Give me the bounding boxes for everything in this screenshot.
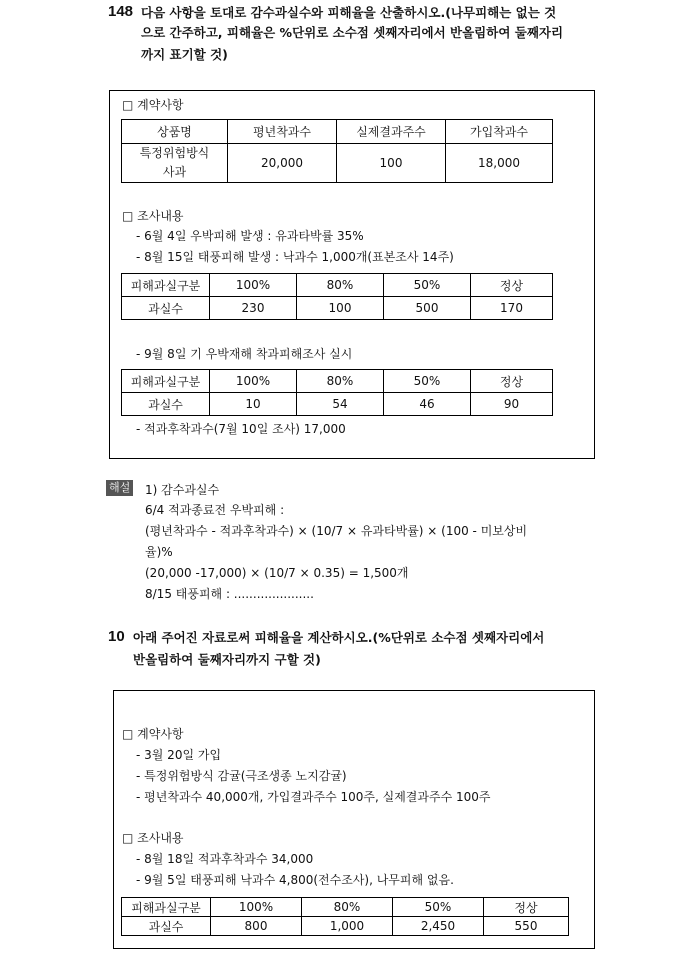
table-cell: 46 <box>384 393 471 416</box>
question-text-line: 다음 사항을 토대로 감수과실수와 피해율을 산출하시오.(나무피해는 없는 것 <box>141 5 557 20</box>
damage-table-1 <box>121 273 553 320</box>
contract-line: - 3월 20일 가입 <box>136 748 222 762</box>
table-header: 100% <box>210 370 297 393</box>
table-cell: 500 <box>384 297 471 320</box>
table-cell: 과실수 <box>122 917 211 936</box>
table-header: 평년착과수 <box>228 120 337 144</box>
table-header: 100% <box>210 274 297 297</box>
survey-line: - 8월 18일 적과후착과수 34,000 <box>136 852 314 866</box>
table-header: 가입착과수 <box>446 120 553 144</box>
question-text-line: 반올림하여 둘째자리까지 구할 것) <box>133 652 321 667</box>
explanation-line: 6/4 적과종료전 우박피해 : <box>145 503 285 517</box>
explanation-line: (평년착과수 - 적과후착과수) × (10/7 × 유과타박률) × (100 - 미보상비 <box>145 524 528 538</box>
table-cell <box>122 144 228 183</box>
contract-table <box>121 119 553 183</box>
table-cell: 20,000 <box>228 144 337 183</box>
survey-section-header: □ 조사내용 <box>122 209 184 223</box>
table-cell: 2,450 <box>393 917 484 936</box>
table-cell: 54 <box>297 393 384 416</box>
question-number: 148 <box>108 3 134 20</box>
survey-line: - 9월 8일 기 우박재해 착과피해조사 실시 <box>136 347 353 361</box>
table-header: 50% <box>393 898 484 917</box>
table-header: 정상 <box>471 274 553 297</box>
table-header: 50% <box>384 274 471 297</box>
table-cell: 10 <box>210 393 297 416</box>
table-cell: 1,000 <box>302 917 393 936</box>
explanation-badge: 해설 <box>106 480 133 496</box>
table-header: 실제결과주수 <box>337 120 446 144</box>
explanation-line: (20,000 -17,000) × (10/7 × 0.35) = 1,500개 <box>145 566 409 580</box>
table-header: 정상 <box>484 898 569 917</box>
question-text-line: 아래 주어진 자료로써 피해율을 계산하시오.(%단위로 소수점 셋째자리에서 <box>133 630 545 645</box>
table-header: 피해과실구분 <box>122 898 211 917</box>
table-cell: 100 <box>297 297 384 320</box>
contract-section-header: □ 계약사항 <box>122 98 184 112</box>
explanation-line: 8/15 태풍피해 : ..................... <box>145 587 314 601</box>
table-cell: 과실수 <box>122 393 210 416</box>
table-header: 100% <box>211 898 302 917</box>
survey-line: - 8월 15일 태풍피해 발생 : 낙과수 1,000개(표본조사 14주) <box>136 250 454 264</box>
product-name-line: 사과 <box>162 165 187 179</box>
table-header: 80% <box>297 370 384 393</box>
question-text-line: 으로 간주하고, 피해율은 %단위로 소수점 셋째자리에서 반올림하여 둘째자리 <box>141 25 564 40</box>
table-header: 80% <box>297 274 384 297</box>
contract-section-header: □ 계약사항 <box>122 727 184 741</box>
table-cell: 230 <box>210 297 297 320</box>
table-header: 피해과실구분 <box>122 370 210 393</box>
table-cell: 800 <box>211 917 302 936</box>
question-number: 10 <box>108 628 125 645</box>
table-cell: 550 <box>484 917 569 936</box>
table-header: 정상 <box>471 370 553 393</box>
survey-section-header: □ 조사내용 <box>122 831 184 845</box>
table-header: 80% <box>302 898 393 917</box>
table-cell: 90 <box>471 393 553 416</box>
survey-line: - 6월 4일 우박피해 발생 : 유과타박률 35% <box>136 229 364 243</box>
damage-table-q10 <box>121 897 569 936</box>
survey-line: - 적과후착과수(7월 10일 조사) 17,000 <box>136 422 346 436</box>
product-name-line: 특정위험방식 <box>139 146 210 160</box>
table-cell: 18,000 <box>446 144 553 183</box>
explanation-line: 1) 감수과실수 <box>145 483 220 497</box>
table-cell: 100 <box>337 144 446 183</box>
table-cell: 170 <box>471 297 553 320</box>
table-header: 50% <box>384 370 471 393</box>
question-text-line: 까지 표기할 것) <box>141 47 228 62</box>
contract-line: - 특정위험방식 감귤(극조생종 노지감귤) <box>136 769 347 783</box>
table-header: 피해과실구분 <box>122 274 210 297</box>
table-header: 상품명 <box>122 120 228 144</box>
survey-line: - 9월 5일 태풍피해 낙과수 4,800(전수조사), 나무피해 없음. <box>136 873 454 887</box>
table-cell: 과실수 <box>122 297 210 320</box>
contract-line: - 평년착과수 40,000개, 가입결과주수 100주, 실제결과주수 100주 <box>136 790 491 804</box>
damage-table-2 <box>121 369 553 416</box>
explanation-line: 율)% <box>145 545 173 559</box>
